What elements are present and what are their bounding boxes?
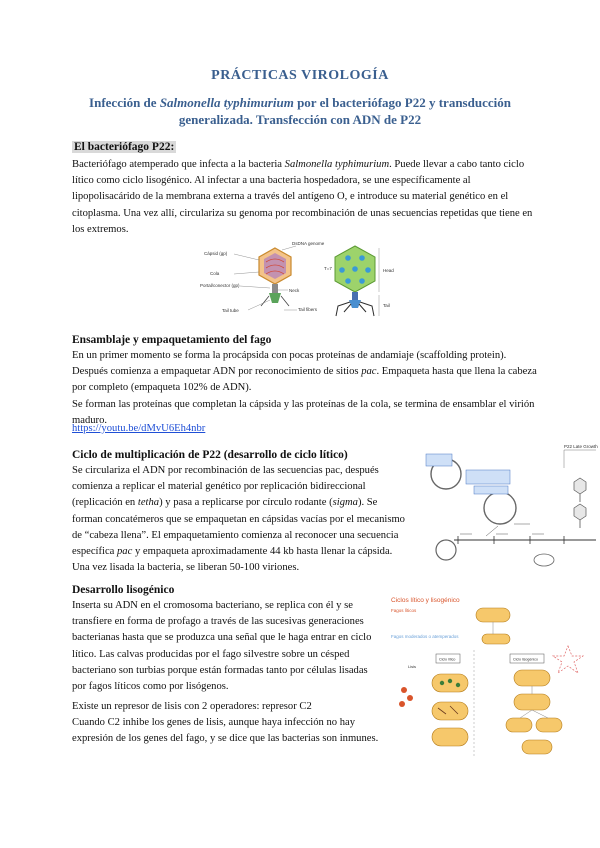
label-p22-late-growth: P22 Late Growth xyxy=(564,444,598,449)
label-lisis: Lisis xyxy=(408,664,417,669)
fig-title-ciclos: Ciclos lítico y lisogénico xyxy=(391,597,460,604)
label-neck: Neck xyxy=(289,288,300,293)
label-ciclo-litico: Ciclo lítico xyxy=(439,657,456,662)
section-heading-ensamblaje: Ensamblaje y empaquetamiento del fago xyxy=(72,334,272,346)
label-tail-tube: Tail tube xyxy=(222,308,239,313)
tail-tube-left xyxy=(269,293,281,303)
label-portal: Portal/conector (gp) xyxy=(200,283,240,288)
tail-right xyxy=(352,292,358,300)
paragraph-ciclo-litico: Se circulariza el ADN por recombinación de las secuencias pac, después comienza a replicar el material genético por replicación bidireccional (replicación en tetha) y pasa a replicarse por círculo rodante (sigma). Se forman concatémeros que se empaquetan en cápsidas vacías por el mecanismo de “cabeza llena”. El empaquetamiento comienza al reconocer una secuencia específica pac y empaqueta aproximadamente 44 kb hasta llenar la cápsida. Una vez lisada la bacteria, se liberan 50-100 viriones. xyxy=(72,465,405,574)
tail-left xyxy=(272,284,278,293)
youtube-link[interactable]: https://youtu.be/dMvU6Eh4nbr xyxy=(72,423,206,434)
paragraph-ensamblaje: En un primer momento se forma la procápsida con pocas proteínas de andamiaje (scaffolding protein). Después comienza a empaquetar ADN por reconocimiento de sitios pac. Empaqueta hasta que llena la cabeza por completo (empaqueta 102% de ADN). Se forman las proteínas que completan la cápsida y las proteínas de la cola, se termina de ensamblar el virión maduro. xyxy=(72,350,537,426)
paragraph-bacteriofago: Bacteriófago atemperado que infecta a la bacteria Salmonella typhimurium. Puede llevar a cabo tanto ciclo lítico como ciclo lisogénico. Al infectar a una bacteria hospedadora, se une específicamente al lipopolisacárido de la membrana externa a través del antígeno O, e introduce su material genético en el citoplasma. Una vez allí, circulariza su genoma por recombinación de unas secuencias repetidas que tiene en los extremos. xyxy=(72,159,533,235)
section-heading-bacteriofago: El bacteriófago P22: xyxy=(74,141,175,153)
label-cola: Cola xyxy=(210,271,220,276)
paragraph-represor: Existe un represor de lisis con 2 operadores: represor C2 Cuando C2 inhibe los genes de lisis, aunque haya infección no hay expresión de los genes del fago, y se dice que las bacterias son inmunes. xyxy=(72,701,379,745)
section-heading-lisogenico: Desarrollo lisogénico xyxy=(72,584,175,596)
label-fagos-moderados: Fagos moderados o atemperados xyxy=(391,634,459,639)
lytic-cycle-figure xyxy=(414,440,600,570)
page-title: PRÁCTICAS VIROLOGÍA xyxy=(211,68,389,83)
label-t7: T=7 xyxy=(324,266,332,271)
lytic-lysogenic-figure xyxy=(388,590,594,760)
paragraph-lisogenico: Inserta su ADN en el cromosoma bacteriano, se replica con él y se transfiere en forma de profago a través de las sucesivas generaciones bacterianas hasta que se produzca una señal que le haga entrar en ciclo lítico. Las calvas producidas por el fago silvestre sobre un césped bacteriano son turbias porque están formadas tanto por células lisadas por fagos líticos como por lisógenos. xyxy=(72,600,372,693)
label-tail-fibers: Tail fibers xyxy=(298,307,318,312)
label-tail: Tail xyxy=(383,303,390,308)
label-dsdna: DsDNA genome xyxy=(292,241,325,246)
page-subtitle: Infección de Salmonella typhimurium por el bacteriófago P22 y transducción generalizada. Transfección con ADN de P22 xyxy=(89,95,511,127)
label-ciclo-lisogenico: Ciclo lisogénico xyxy=(513,657,538,662)
label-fagos-liticos: Fagos líticos xyxy=(391,608,417,613)
section-heading-ciclo-litico: Ciclo de multiplicación de P22 (desarrollo de ciclo lítico) xyxy=(72,449,348,461)
label-capsid: Cápsid (gp) xyxy=(204,251,228,256)
label-head: Head xyxy=(383,268,394,273)
phage-structure-figure xyxy=(200,240,400,328)
